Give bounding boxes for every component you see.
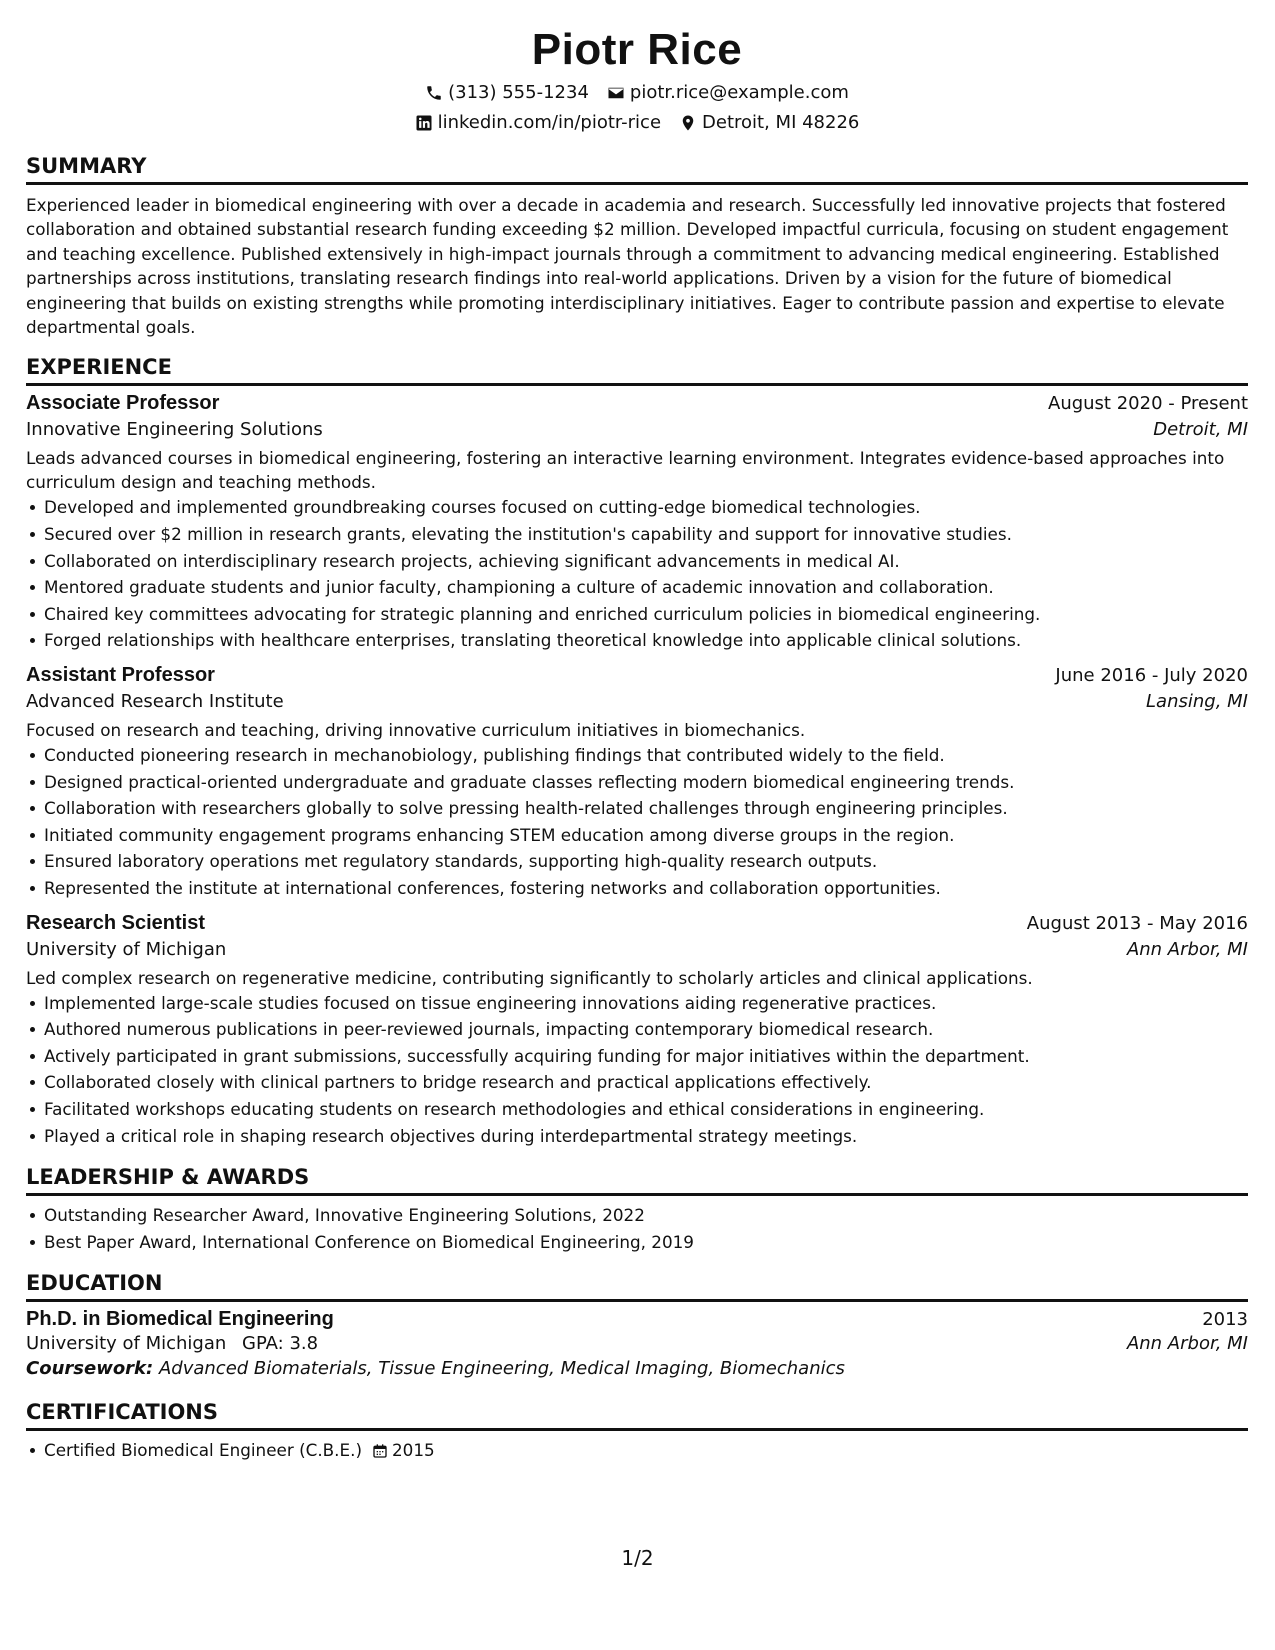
list-item: Implemented large-scale studies focused on tissue engineering innovations aiding regenerative practices. [44, 990, 1248, 1017]
education-section [26, 1269, 1248, 1384]
degree-title: Ph.D. in Biomedical Engineering [26, 1308, 334, 1331]
list-item: Collaboration with researchers globally to solve pressing health-related challenges through engineering principles. [44, 795, 1248, 822]
list-item: Outstanding Researcher Award, Innovative Engineering Solutions, 2022 [44, 1202, 1248, 1229]
section-title-leadership: LEADERSHIP & AWARDS [26, 1163, 1248, 1196]
leadership-section [26, 1163, 1248, 1255]
calendar-icon [372, 1443, 388, 1459]
list-item: Best Paper Award, International Conference on Biomedical Engineering, 2019 [44, 1229, 1248, 1256]
phone-text: (313) 555-1234 [448, 82, 589, 103]
school-name: University of Michigan [26, 1333, 227, 1355]
list-item: Secured over $2 million in research grants, elevating the institution's capability and support for innovative studies. [44, 521, 1248, 548]
resume-page [26, 0, 1248, 1464]
job-entry [26, 392, 1248, 654]
list-item: Designed practical-oriented undergraduate and graduate classes reflecting modern biomedical engineering trends. [44, 769, 1248, 796]
job-header [26, 664, 1248, 687]
job-entry [26, 912, 1248, 1150]
job-title: Associate Professor [26, 392, 220, 415]
job-subheader [26, 939, 1248, 960]
contact-linkedin[interactable] [415, 108, 661, 138]
job-title: Assistant Professor [26, 664, 215, 686]
job-description: Led complex research on regenerative medicine, contributing significantly to scholarly articles and clinical applications. [26, 967, 1033, 988]
list-item: Collaborated on interdisciplinary research projects, achieving significant advancements in medical AI. [44, 548, 1248, 575]
section-title-summary: SUMMARY [26, 152, 1248, 185]
list-item: Collaborated closely with clinical partners to bridge research and practical applications effectively. [44, 1069, 1248, 1096]
cert-name: Certified Biomedical Engineer (C.B.E.) [44, 1440, 362, 1461]
list-item: Initiated community engagement programs enhancing STEM education among diverse groups in the region. [44, 822, 1248, 849]
job-organization: Innovative Engineering Solutions [26, 419, 323, 441]
job-description: Focused on research and teaching, driving innovative curriculum initiatives in biomechanics. [26, 720, 806, 740]
job-dates: June 2016 - July 2020 [1055, 665, 1248, 686]
contact-phone[interactable] [425, 78, 589, 108]
job-dates: August 2020 - Present [1048, 393, 1248, 415]
job-header [26, 912, 1248, 935]
list-item: Played a critical role in shaping research objectives during interdepartmental strategy meetings. [44, 1123, 1248, 1150]
job-header [26, 392, 1248, 415]
coursework-list: Advanced Biomaterials, Tissue Engineering, Medical Imaging, Biomechanics [158, 1358, 845, 1380]
job-entry [26, 664, 1248, 902]
phone-icon [425, 84, 443, 102]
summary-section [26, 152, 1248, 339]
certifications-list [26, 1437, 1248, 1464]
summary-text: Experienced leader in biomedical engineering with over a decade in academia and research. Successfully led innovative projects that fostered collaboration and obtained substantial research funding exceeding $2 million. Developed impactful curricula, focusing on student engagement and teaching excellence. Published extensively in high-impact journals through a commitment to advancing medical engineering. Established partnerships across institutions, translating research findings into real-world applications. Driven by a vision for the future of biomedical engineering that builds on existing strengths while promoting interdisciplinary initiatives. Eager to contribute passion and expertise to elevate departmental goals. [26, 195, 1229, 338]
job-description: Leads advanced courses in biomedical engineering, fostering an interactive learning environment. Integrates evidence-based approaches into curriculum design and teaching methods. [26, 448, 1225, 493]
job-organization: University of Michigan [26, 938, 227, 960]
job-title: Research Scientist [26, 911, 205, 934]
coursework-label: Coursework: [26, 1358, 154, 1380]
job-dates: August 2013 - May 2016 [1026, 912, 1248, 934]
contact-row-2 [26, 108, 1248, 138]
school-location: Ann Arbor, MI [1126, 1333, 1248, 1355]
section-title-experience: EXPERIENCE [26, 353, 1248, 386]
contact-location [679, 108, 859, 138]
email-text: piotr.rice@example.com [629, 82, 849, 103]
school-info [26, 1333, 318, 1354]
list-item: Authored numerous publications in peer-reviewed journals, impacting contemporary biomedical research. [44, 1016, 1248, 1043]
list-item: Mentored graduate students and junior faculty, championing a culture of academic innovation and collaboration. [44, 574, 1248, 601]
experience-section [26, 353, 1248, 1149]
degree-year: 2013 [1202, 1309, 1248, 1331]
list-item [44, 1437, 1248, 1464]
list-item: Conducted pioneering research in mechanobiology, publishing findings that contributed widely to the field. [44, 742, 1248, 769]
list-item: Ensured laboratory operations met regulatory standards, supporting high-quality research outputs. [44, 848, 1248, 875]
gpa: GPA: 3.8 [242, 1333, 319, 1355]
coursework [26, 1354, 1248, 1384]
list-item: Represented the institute at international conferences, fostering networks and collaboration opportunities. [44, 875, 1248, 902]
map-pin-icon [679, 114, 697, 132]
location-text: Detroit, MI 48226 [702, 112, 860, 133]
certifications-section [26, 1398, 1248, 1464]
list-item: Forged relationships with healthcare enterprises, translating theoretical knowledge into applicable clinical solutions. [44, 627, 1248, 654]
contact-email[interactable] [607, 78, 849, 108]
cert-year: 2015 [392, 1440, 435, 1461]
envelope-icon [607, 84, 625, 102]
page-number: 1/2 [621, 1546, 654, 1570]
linkedin-text: linkedin.com/in/piotr-rice [437, 112, 662, 133]
job-subheader [26, 691, 1248, 712]
list-item: Actively participated in grant submissions, successfully acquiring funding for major initiatives within the department. [44, 1043, 1248, 1070]
education-subheader [26, 1333, 1248, 1354]
job-location: Ann Arbor, MI [1126, 938, 1248, 960]
list-item: Facilitated workshops educating students on research methodologies and ethical considerations in engineering. [44, 1096, 1248, 1123]
candidate-name: Piotr Rice [531, 25, 743, 74]
job-organization: Advanced Research Institute [26, 691, 284, 712]
job-location: Detroit, MI [1153, 419, 1248, 441]
job-subheader [26, 419, 1248, 440]
job-bullets [26, 990, 1248, 1150]
cert-date [372, 1437, 435, 1464]
cert-row [44, 1437, 1248, 1464]
linkedin-icon [415, 114, 433, 132]
list-item: Chaired key committees advocating for strategic planning and enriched curriculum policies in biomedical engineering. [44, 601, 1248, 628]
section-title-education: EDUCATION [26, 1269, 1248, 1302]
job-location: Lansing, MI [1146, 691, 1248, 712]
job-bullets [26, 494, 1248, 654]
education-header [26, 1308, 1248, 1331]
leadership-list [26, 1202, 1248, 1255]
list-item: Developed and implemented groundbreaking courses focused on cutting-edge biomedical technologies. [44, 494, 1248, 521]
contact-row-1 [26, 78, 1248, 108]
section-title-certifications: CERTIFICATIONS [26, 1398, 1248, 1431]
job-bullets [26, 742, 1248, 902]
